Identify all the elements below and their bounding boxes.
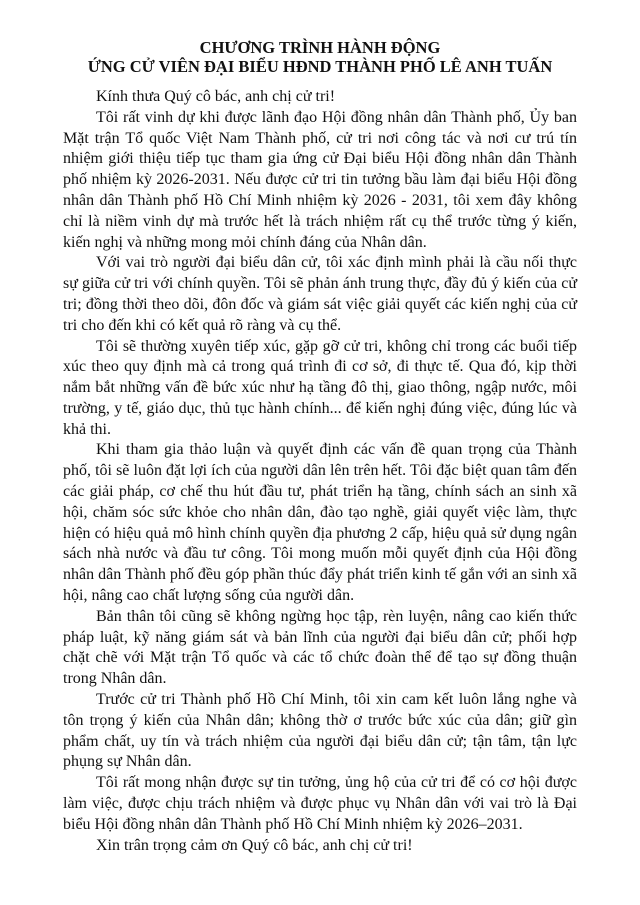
document-title-line-1: CHƯƠNG TRÌNH HÀNH ĐỘNG	[199, 38, 441, 57]
paragraph: Tôi rất vinh dự khi được lãnh đạo Hội đồng nhân dân Thành phố, Ủy ban Mặt trận Tổ quốc Việt Nam Thành phố, cử tri nơi công tác và nơi cư trú tín nhiệm giới thiệu tiếp tục tham gia ứng cử Đại biểu Hội đồng nhân dân Thành phố nhiệm kỳ 2026-2031. Nếu được cử tri tin tưởng bầu làm đại biểu Hội đồng nhân dân Thành phố Hồ Chí Minh nhiệm kỳ 2026 - 2031, tôi xem đây không chỉ là niềm vinh dự mà trước hết là trách nhiệm rất cụ thể trước từng ý kiến, kiến nghị và những mong mỏi chính đáng của Nhân dân.	[63, 108, 577, 251]
document-title-line-2: ỨNG CỬ VIÊN ĐẠI BIỂU HĐND THÀNH PHỐ LÊ ANH TUẤN	[87, 57, 553, 77]
paragraph: Với vai trò người đại biểu dân cử, tôi xác định mình phải là cầu nối thực sự giữa cử tri với chính quyền. Tôi sẽ phản ánh trung thực, đầy đủ ý kiến của cử tri; đồng thời theo dõi, đôn đốc và giám sát việc giải quyết các kiến nghị của cử tri cho đến khi có kết quả rõ ràng và cụ thể.	[63, 254, 577, 334]
document-body	[63, 87, 577, 856]
salutation-paragraph: Kính thưa Quý cô bác, anh chị cử tri!	[96, 87, 336, 105]
paragraph: Trước cử tri Thành phố Hồ Chí Minh, tôi xin cam kết luôn lắng nghe và tôn trọng ý kiến của Nhân dân; không thờ ơ trước bức xúc của dân; giữ gìn phẩm chất, uy tín và trách nhiệm của người đại biểu dân cử; tận tâm, tận lực phụng sự Nhân dân.	[63, 691, 577, 771]
paragraph: Tôi rất mong nhận được sự tin tưởng, ủng hộ của cử tri để có cơ hội được làm việc, được chịu trách nhiệm và được phục vụ Nhân dân với vai trò là Đại biểu Hội đồng nhân dân Thành phố Hồ Chí Minh nhiệm kỳ 2026–2031.	[63, 774, 577, 833]
paragraph: Bản thân tôi cũng sẽ không ngừng học tập, rèn luyện, nâng cao kiến thức pháp luật, kỹ năng giám sát và bản lĩnh của người đại biểu dân cử; phối hợp chặt chẽ với Mặt trận Tổ quốc và các tổ chức đoàn thể để tạo sự đồng thuận trong Nhân dân.	[63, 607, 577, 688]
paragraph: Tôi sẽ thường xuyên tiếp xúc, gặp gỡ cử tri, không chỉ trong các buổi tiếp xúc theo quy định mà cả trong quá trình đi cơ sở, đi thực tế. Qua đó, kịp thời nắm bắt những vấn đề bức xúc như hạ tầng đô thị, giao thông, ngập nước, môi trường, y tế, giáo dục, thủ tục hành chính... để kiến nghị đúng việc, đúng lúc và khả thi.	[63, 337, 577, 438]
paragraph: Khi tham gia thảo luận và quyết định các vấn đề quan trọng của Thành phố, tôi sẽ luôn đặt lợi ích của người dân lên trên hết. Tôi đặc biệt quan tâm đến các giải pháp, cơ chế thu hút đầu tư, phát triển hạ tầng, chính sách an sinh xã hội, chăm sóc sức khỏe cho nhân dân, đào tạo nghề, giải quyết việc làm, thực hiện có hiệu quả mô hình chính quyền địa phương 2 cấp, hiệu quả sử dụng ngân sách nhà nước và đầu tư công. Tôi mong muốn mỗi quyết định của Hội đồng nhân dân Thành phố đều góp phần thúc đẩy phát triển kinh tế gắn với an sinh xã hội, nâng cao chất lượng sống của người dân.	[63, 441, 577, 605]
closing-paragraph: Xin trân trọng cảm ơn Quý cô bác, anh chị cử tri!	[96, 836, 413, 854]
document-title	[63, 38, 577, 77]
